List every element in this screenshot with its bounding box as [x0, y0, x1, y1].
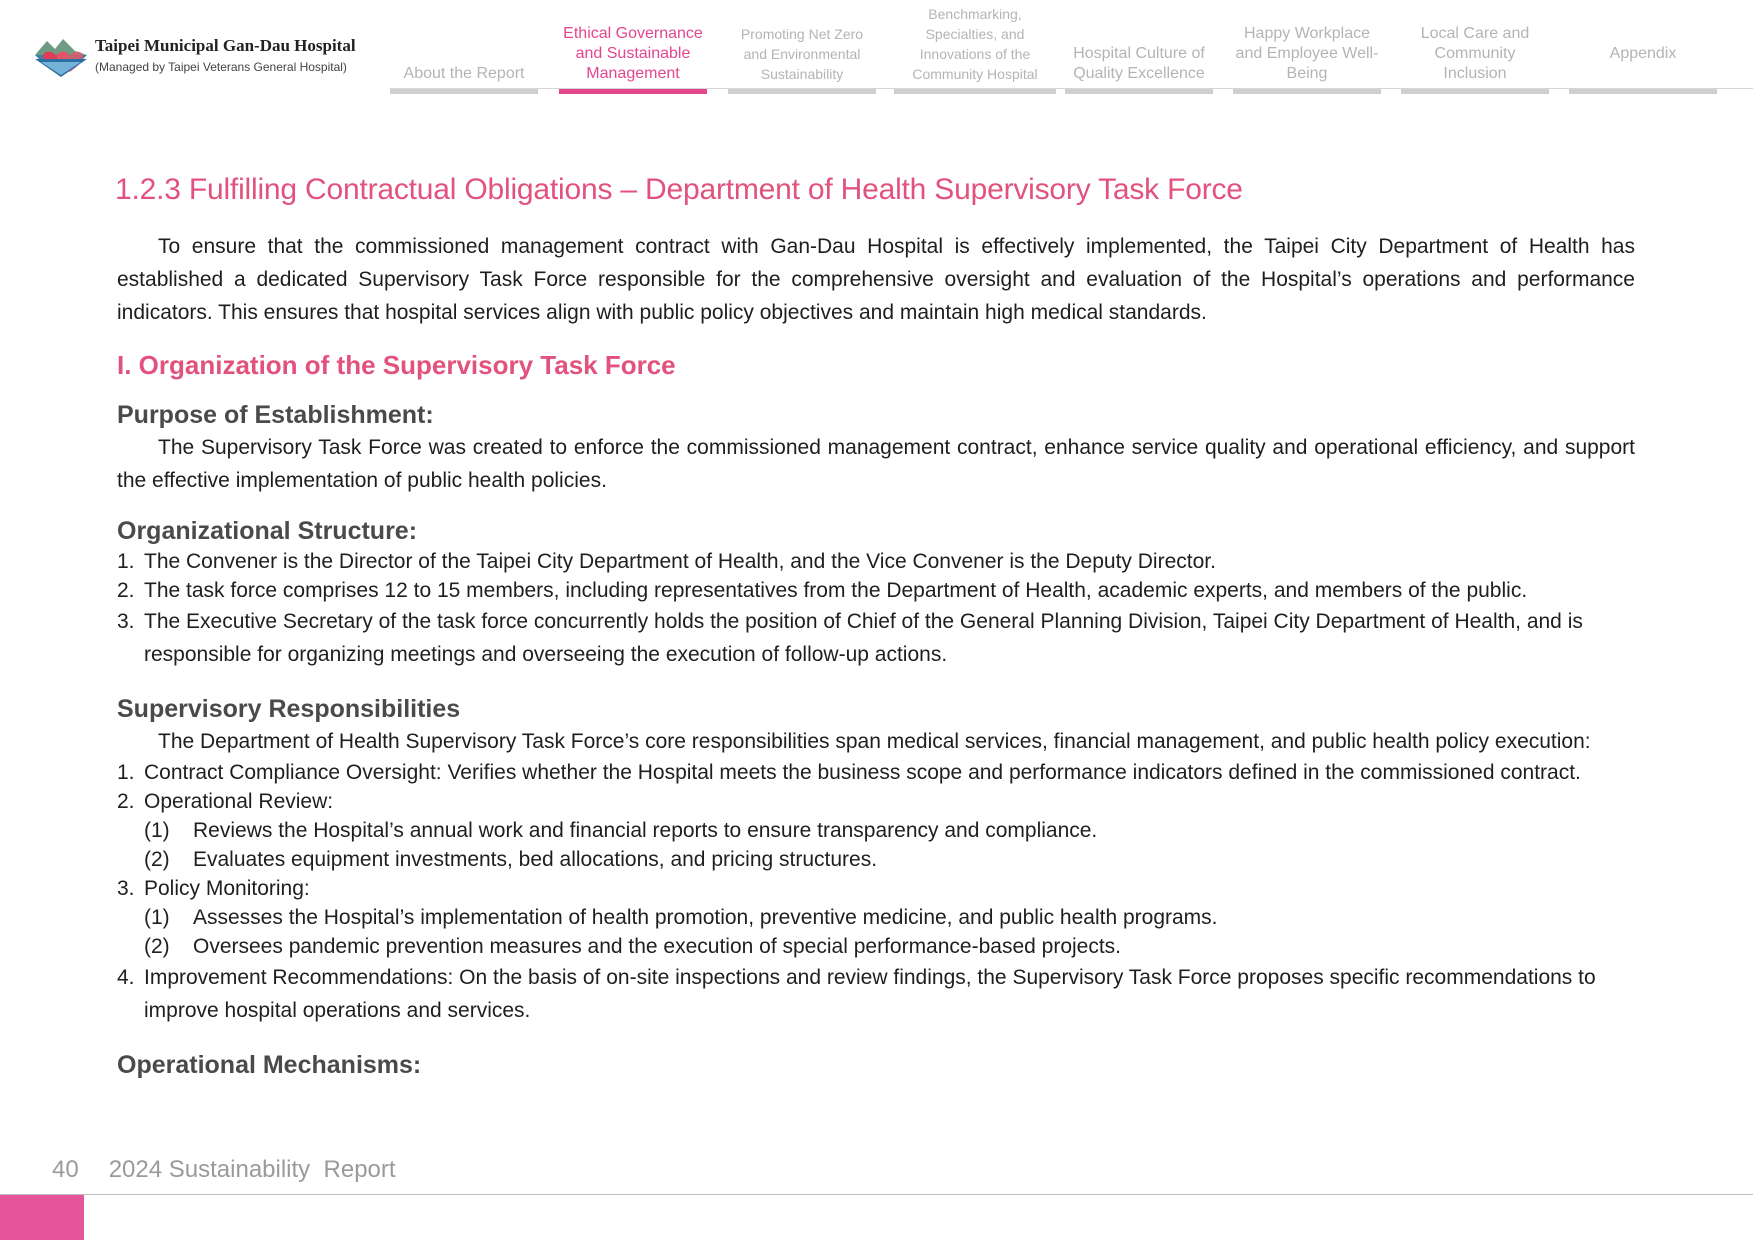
section-title: 1.2.3 Fulfilling Contractual Obligations – Department of Health Supervisory Task Force	[115, 173, 1243, 206]
responsibilities-heading: Supervisory Responsibilities	[117, 695, 461, 723]
list-text: The Convener is the Director of the Taipei City Department of Health, and the Vice Convener is the Deputy Director.	[144, 550, 1216, 573]
sub-list-text: Reviews the Hospital’s annual work and financial reports to ensure transparency and compliance.	[193, 819, 1098, 842]
purpose-heading: Purpose of Establishment:	[117, 401, 434, 429]
intro-paragraph: To ensure that the commissioned management contract with Gan-Dau Hospital is effectively implemented, the Taipei City Department of Health has established a dedicated Supervisory Task Force responsible for the comprehensive oversight and evaluation of the Hospital’s operations and performance indicators. This ensures that hospital services align with public policy objectives and maintain high medical standards.	[117, 235, 1635, 324]
nav-tab-bar	[894, 89, 1056, 94]
nav-tab-happy-workplace[interactable]	[1233, 20, 1381, 94]
list-number: 3.	[117, 877, 135, 900]
sub-list-text: Evaluates equipment investments, bed allocations, and pricing structures.	[193, 848, 878, 871]
footer-divider	[0, 1194, 1753, 1195]
list-number: 2.	[117, 790, 135, 813]
sub-list-number: (2)	[144, 935, 170, 958]
nav-tab-label: Hospital Culture of Quality Excellence	[1073, 45, 1205, 82]
logo-title: Taipei Municipal Gan-Dau Hospital	[95, 36, 356, 55]
nav-tab-appendix[interactable]	[1569, 20, 1717, 94]
list-text: Policy Monitoring:	[144, 877, 310, 900]
list-number: 3.	[117, 610, 135, 633]
nav-tab-label: Happy Workplace and Employee Well-Being	[1235, 25, 1379, 82]
list-item	[117, 576, 1635, 605]
list-item	[117, 874, 1635, 961]
purpose-paragraph: The Supervisory Task Force was created to enforce the commissioned management contract, enhance service quality and operational efficiency, and support the effective implementation of public health policies.	[117, 436, 1635, 492]
list-item	[117, 547, 1635, 576]
list-text: Improvement Recommendations: On the basis of on-site inspections and review findings, the Supervisory Task Force proposes specific recommendations to improve hospital operations and services.	[144, 966, 1596, 1022]
list-number: 2.	[117, 579, 135, 602]
nav-tab-label: About the Report	[403, 65, 525, 82]
responsibilities-intro: The Department of Health Supervisory Task Force’s core responsibilities span medical services, financial management, and public health policy execution:	[158, 730, 1591, 753]
list-text: The task force comprises 12 to 15 members, including representatives from the Department of Health, academic experts, and members of the public.	[144, 579, 1528, 602]
report-title: 2024 Sustainability Report	[108, 1156, 396, 1183]
nav-tab-label: Appendix	[1609, 45, 1677, 62]
nav-tab-label: Local Care and Community Inclusion	[1420, 25, 1530, 82]
nav-tab-hospital-culture[interactable]	[1065, 20, 1213, 94]
subsection-title: I. Organization of the Supervisory Task Force	[117, 350, 676, 380]
page-number: 40	[52, 1156, 79, 1183]
list-text: The Executive Secretary of the task force concurrently holds the position of Chief of the General Planning Division, Taipei City Department of Health, and is responsible for organizing meetings and overseeing the execution of follow-up actions.	[144, 610, 1583, 666]
nav-tab-label: Benchmarking, Specialties, and Innovations of the Community Hospital	[912, 6, 1038, 82]
structure-list	[117, 547, 1635, 671]
sub-list-item	[144, 816, 1635, 845]
nav-tab-bar-active	[559, 89, 707, 94]
hospital-logo-icon	[33, 33, 89, 77]
list-item	[117, 961, 1635, 1027]
sub-list-item	[144, 903, 1635, 932]
sub-list-item	[144, 932, 1635, 961]
list-item	[117, 758, 1635, 787]
structure-heading: Organizational Structure:	[117, 517, 418, 545]
list-number: 1.	[117, 550, 135, 573]
sub-list-number: (1)	[144, 819, 170, 842]
list-text: Contract Compliance Oversight: Verifies whether the Hospital meets the business scope and performance indicators defined in the commissioned contract.	[144, 761, 1581, 784]
sub-list	[144, 903, 1635, 961]
list-number: 4.	[117, 966, 135, 989]
page-footer	[52, 1156, 396, 1184]
responsibilities-list	[117, 758, 1635, 1027]
nav-tab-bar	[728, 89, 876, 94]
sub-list	[144, 816, 1635, 874]
list-item	[117, 787, 1635, 874]
mechanisms-heading: Operational Mechanisms:	[117, 1051, 422, 1079]
nav-tab-bar	[1233, 89, 1381, 94]
nav-tab-label: Promoting Net Zero and Environmental Sustainability	[740, 26, 864, 82]
nav-tab-benchmarking[interactable]	[894, 6, 1056, 94]
nav-tab-about-the-report[interactable]	[390, 20, 538, 94]
nav-tab-bar	[390, 89, 538, 94]
nav-tab-local-care[interactable]	[1401, 20, 1549, 94]
sub-list-number: (2)	[144, 848, 170, 871]
nav-divider	[390, 88, 1753, 89]
nav-tab-bar	[1065, 89, 1213, 94]
nav-tab-ethical-governance[interactable]	[559, 20, 707, 94]
chapter-navigation	[390, 6, 1753, 94]
page-content	[117, 168, 1635, 1081]
sub-list-item	[144, 845, 1635, 874]
logo-subtitle: (Managed by Taipei Veterans General Hospital)	[95, 60, 347, 74]
sub-list-number: (1)	[144, 906, 170, 929]
list-number: 1.	[117, 761, 135, 784]
hospital-logo[interactable]	[33, 33, 356, 77]
nav-tab-net-zero[interactable]	[728, 20, 876, 94]
sub-list-text: Assesses the Hospital’s implementation of health promotion, preventive medicine, and public health programs.	[193, 906, 1218, 929]
nav-tab-bar	[1569, 89, 1717, 94]
nav-tab-bar	[1401, 89, 1549, 94]
list-text: Operational Review:	[144, 790, 334, 813]
list-item	[117, 605, 1635, 671]
nav-tab-label: Ethical Governance and Sustainable Management	[563, 25, 703, 82]
sub-list-text: Oversees pandemic prevention measures and the execution of special performance-based projects.	[193, 935, 1122, 958]
footer-accent-block	[0, 1195, 84, 1240]
